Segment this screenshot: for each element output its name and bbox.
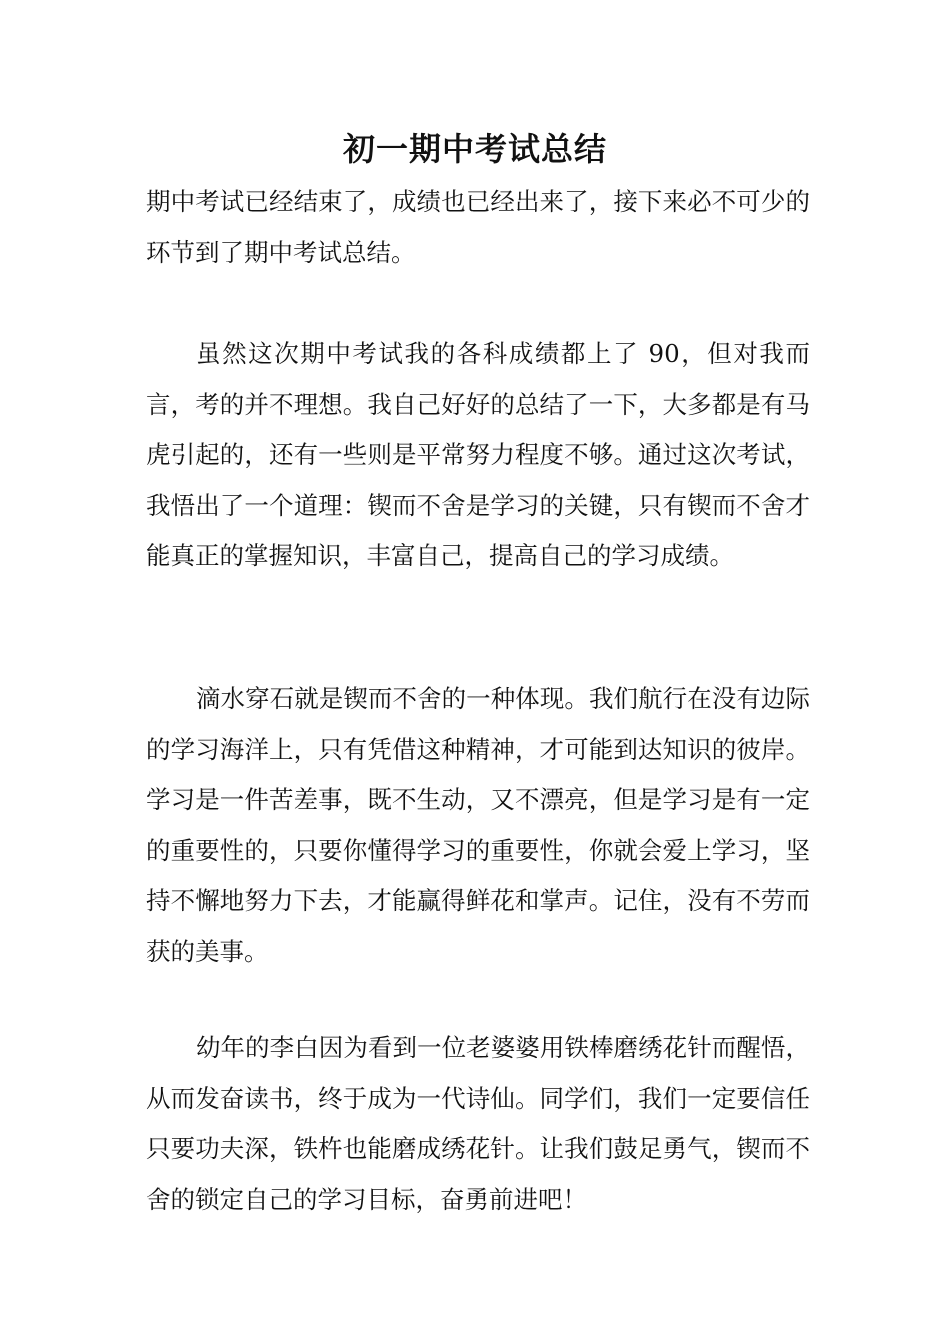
paragraph-perseverance: 滴水穿石就是锲而不舍的一种体现。我们航行在没有边际的学习海洋上，只有凭借这种精神，才可能到达知识的彼岸。学习是一件苦差事，既不生动，又不漂亮，但是学习是有一定的重要性的，只要你懂得学习的重要性，你就会爱上学习，坚持不懈地努力下去，才能赢得鲜花和掌声。记住，没有不劳而获的美事。 xyxy=(146,684,810,966)
document-title: 初一期中考试总结 xyxy=(342,130,607,168)
paragraph-li-bai-story: 幼年的李白因为看到一位老婆婆用铁棒磨绣花针而醒悟，从而发奋读书，终于成为一代诗仙。同学们，我们一定要信任只要功夫深，铁杵也能磨成绣花针。让我们鼓足勇气，锲而不舍的锁定自己的学习目标，奋勇前进吧！ xyxy=(146,1033,810,1214)
paragraph-reflection: 虽然这次期中考试我的各科成绩都上了 90，但对我而言，考的并不理想。我自己好好的总结了一下，大多都是有马虎引起的，还有一些则是平常努力程度不够。通过这次考试，我悟出了一个道理：锲而不舍是学习的关键，只有锲而不舍才能真正的掌握知识，丰富自己，提高自己的学习成绩。 xyxy=(146,339,810,570)
paragraph-intro: 期中考试已经结束了，成绩也已经出来了，接下来必不可少的环节到了期中考试总结。 xyxy=(146,187,810,267)
